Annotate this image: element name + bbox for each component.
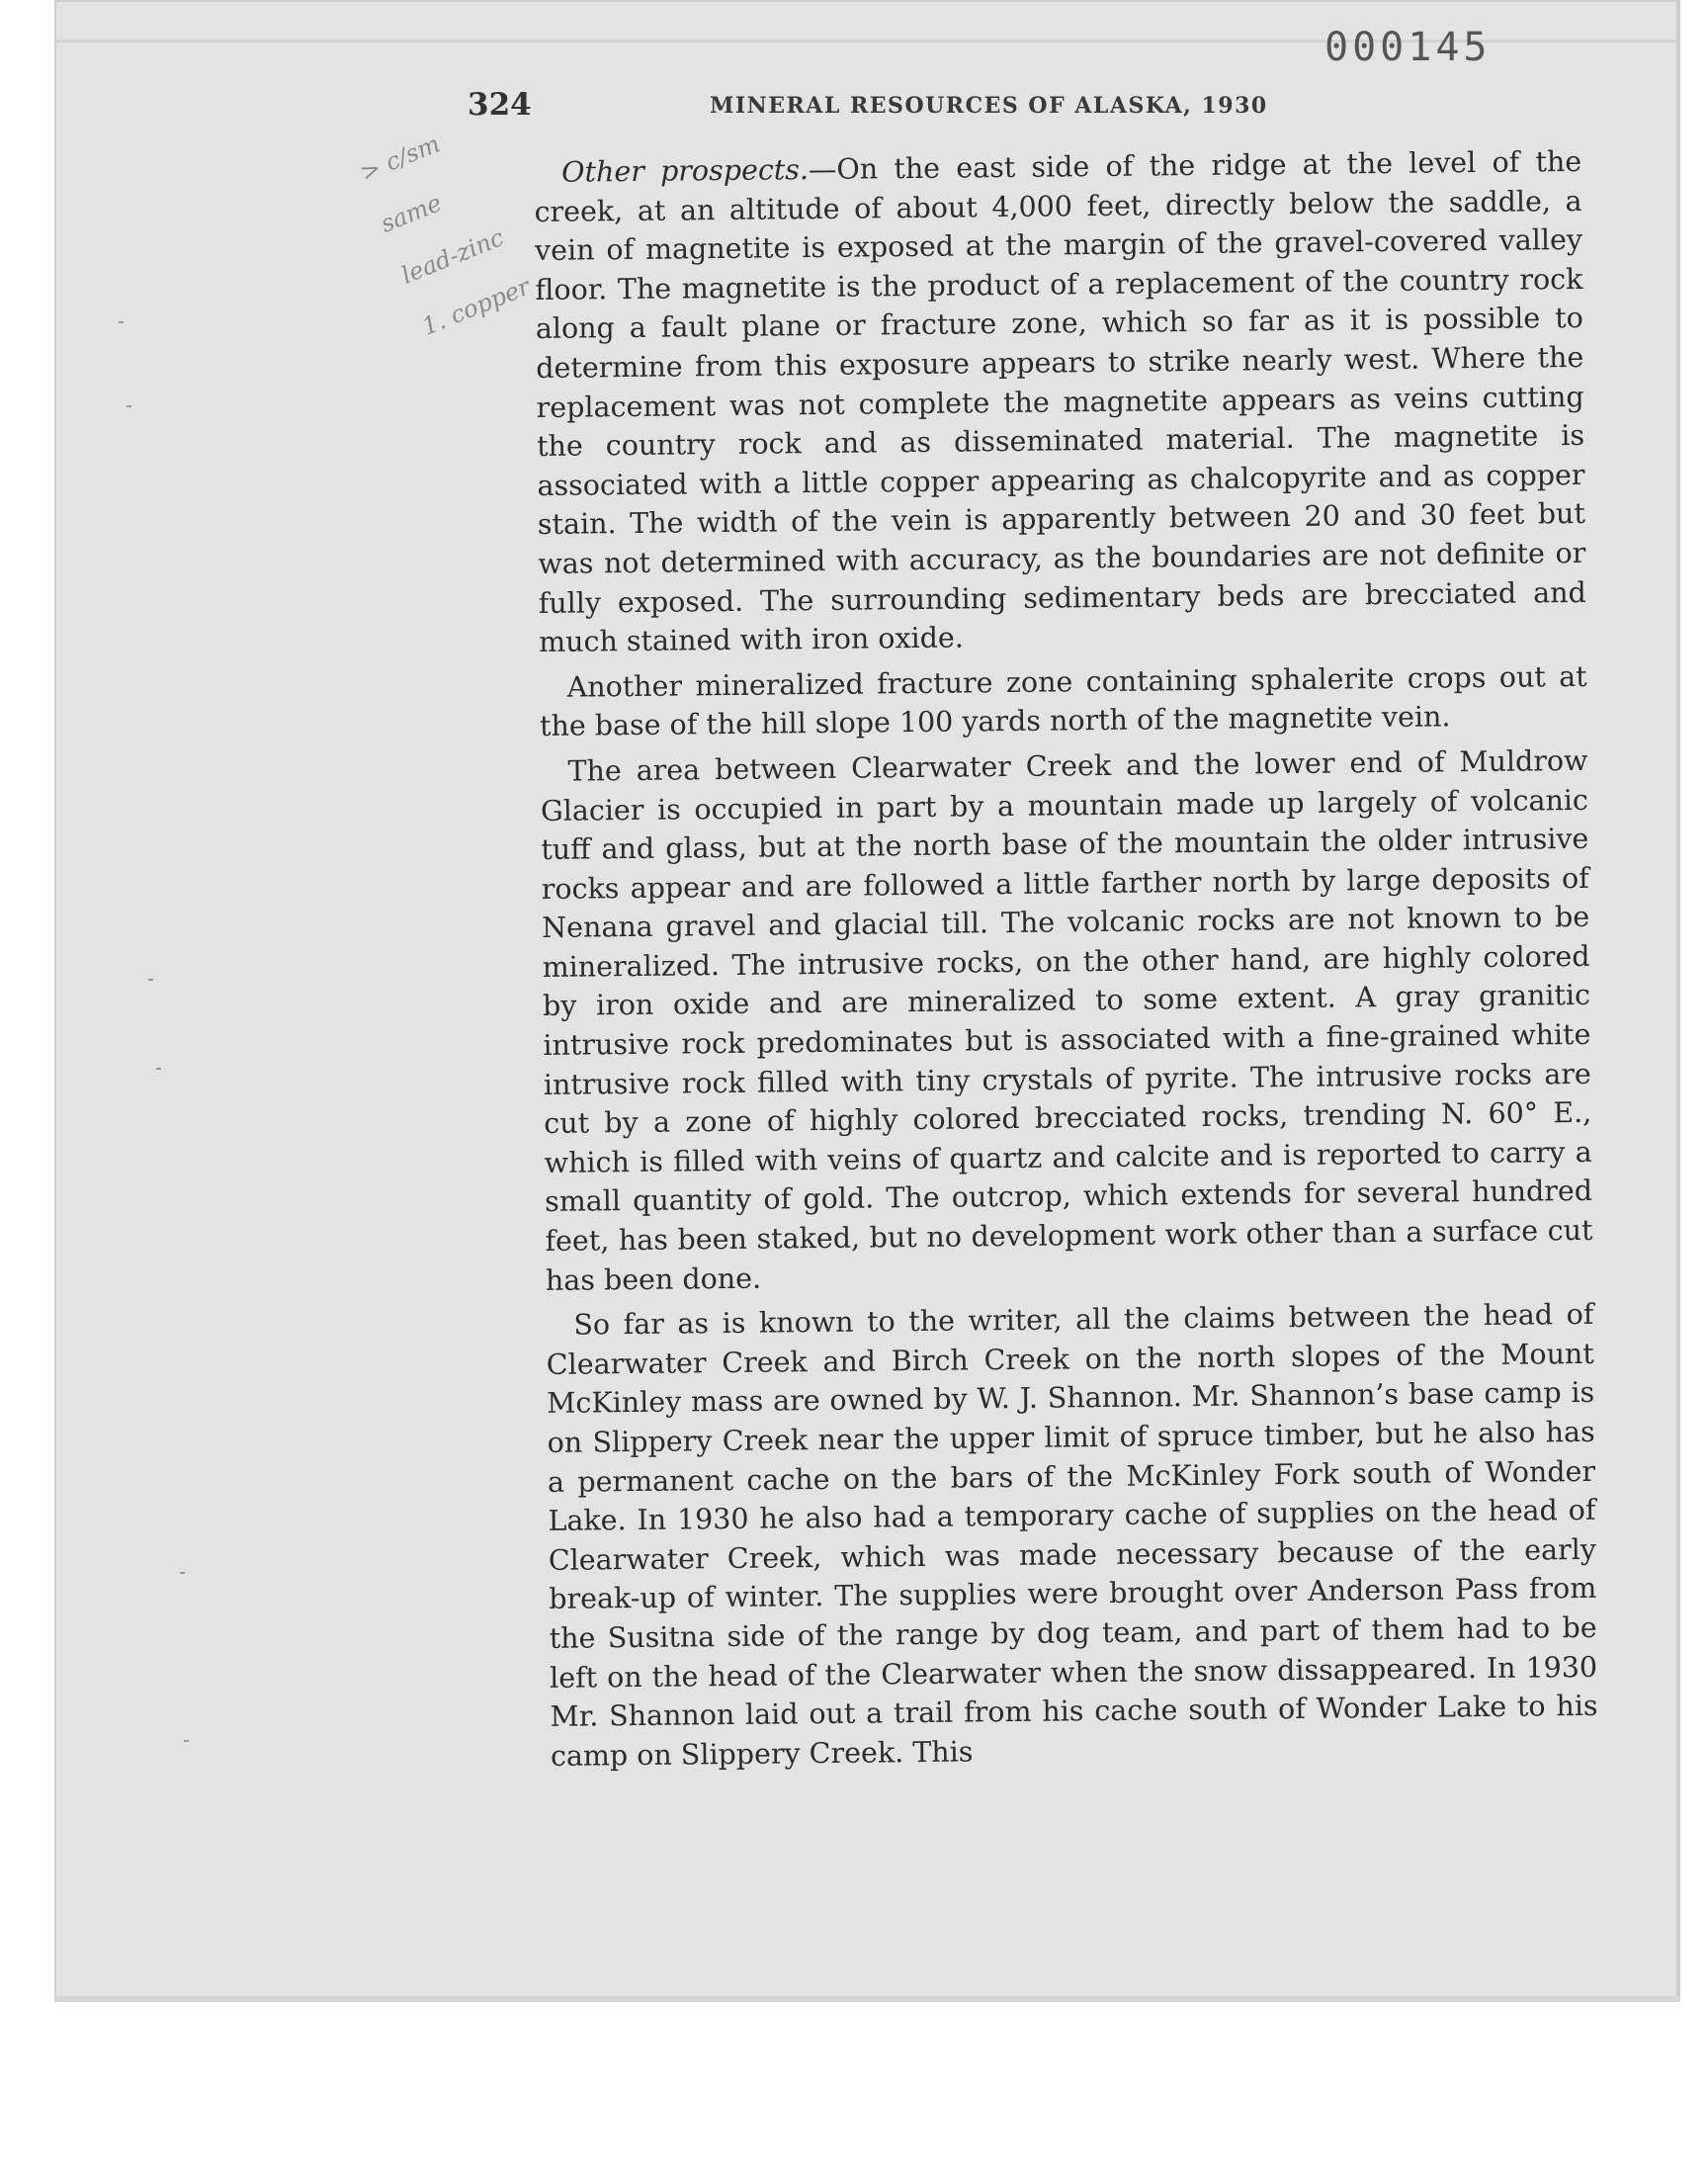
paragraph-lead-in: Other prospects. <box>561 153 810 189</box>
document-stamp-number: 000145 <box>1324 25 1492 70</box>
margin-note-line: > c/sm <box>356 130 444 187</box>
margin-note-line: 1. copper <box>418 272 535 341</box>
paragraph-text: —On the east side of the ridge at the level of the creek, at an altitude of about 4,000 feet, directly below the saddle, a vein of magnetite is exposed at the margin of the gravel-covered valley floor. The magnetite is the product of a replacement of the country rock along a fault plane or fracture zone, which so far as it is possible to determine from this exposure appears to strike nearly west. Where the replacement was not complete the magnetite appears as veins cutting the country rock and as disseminated material. The magnetite is associated with a little copper appearing as chalcopyrite and as copper stain. The width of the vein is apparently between 20 and 30 feet but was not determined with accuracy, as the boundaries are not definite or fully exposed. The surrounding sedimentary beds are brecciated and much stained with iron oxide. <box>534 144 1586 659</box>
paragraph <box>539 657 1587 746</box>
paragraph-text: So far as is known to the writer, all the claims between the head of Clearwater Creek and Birch Creek on the north slopes of the Mount McKinley mass are owned by W. J. Shannon. Mr. Shannon’s base camp is on Slippery Creek near the upper limit of spruce timber, but he also has a permanent cache on the bars of the McKinley Fork south of Wonder Lake. In 1930 he also had a temporary cache of supplies on the head of Clearwater Creek, which was made necessary because of the early break-up of winter. The supplies were brought over Anderson Pass from the Susitna side of the range by dog team, and part of them had to be left on the head of the Clearwater when the snow dissappeared. In 1930 Mr. Shannon laid out a trail from his cache south of Wonder Lake to his camp on Slippery Creek. This <box>546 1298 1598 1773</box>
scan-speck <box>156 1068 161 1070</box>
paragraph <box>534 142 1586 662</box>
scan-speck <box>119 321 124 323</box>
running-title: MINERAL RESOURCES OF ALASKA, 1930 <box>710 93 1268 119</box>
page-number: 324 <box>468 87 532 123</box>
page-edge-right <box>1676 0 1680 2002</box>
paragraph <box>540 741 1593 1300</box>
scan-speck <box>180 1572 185 1574</box>
paragraph-text: The area between Clearwater Creek and the lower end of Muldrow Glacier is occupied in part by a mountain made up largely of volcanic tuff and glass, but at the north base of the mountain the older intrusive rocks appear and are followed a little farther north by large deposits of Nenana gravel and glacial till. The volcanic rocks are not known to be mineralized. The intrusive rocks, on the other hand, are highly colored by iron oxide and are mineralized to some extent. A gray granitic intrusive rock predominates but is associated with a fine-grained white intrusive rock filled with tiny crystals of pyrite. The intrusive rocks are cut by a zone of highly colored brecciated rocks, trending N. 60° E., which is filled with veins of quartz and calcite and is reported to carry a small quantity of gold. The outcrop, which extends for several hundred feet, has been staked, but no development work other than a surface cut has been done. <box>540 743 1593 1297</box>
paragraph <box>546 1295 1598 1776</box>
scan-speck <box>127 405 131 407</box>
scan-speck <box>148 979 153 981</box>
paragraph-text: Another mineralized fracture zone containing sphalerite crops out at the base of the hill slope 100 yards north of the magnetite vein. <box>539 659 1587 743</box>
margin-note-line: lead-zinc <box>397 223 508 290</box>
page-edge-bottom <box>54 1996 1680 2002</box>
scan-speck <box>184 1740 189 1742</box>
article-body <box>534 142 1598 1782</box>
margin-note-line: same <box>377 189 446 238</box>
page-header <box>468 87 1407 127</box>
